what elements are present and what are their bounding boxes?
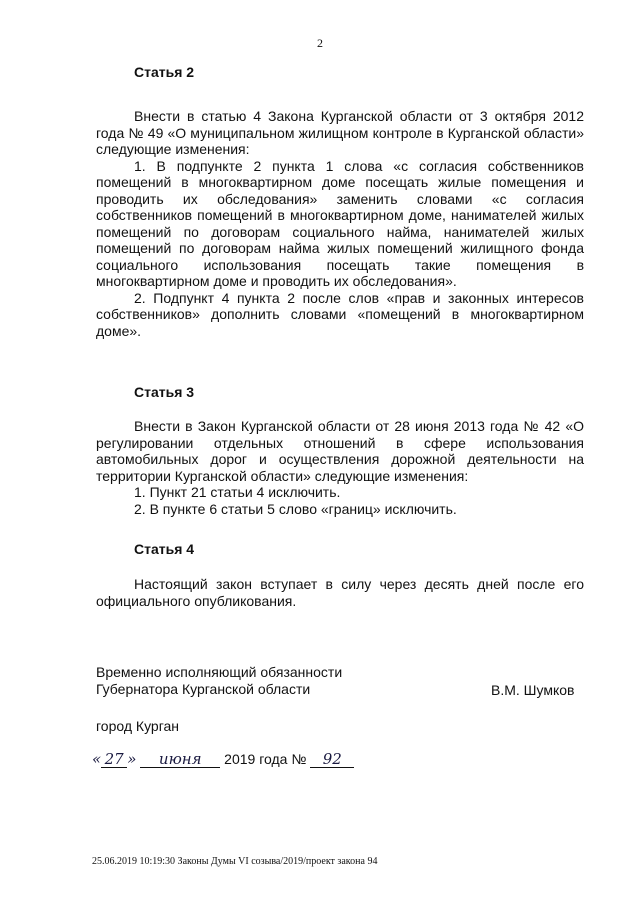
article-2-item-2: 2. Подпункт 4 пункта 2 после слов «прав и законных интересов собственников» дополнить словами «помещений в многоквартирном доме». (96, 289, 584, 339)
date-close-quote: » (127, 750, 137, 768)
article-4-text: Настоящий закон вступает в силу через десять дней после его официального опубликования. (96, 576, 584, 609)
article-2-intro: Внести в статью 4 Закона Курганской области от 3 октября 2012 года № 49 «О муниципальном жилищном контроле в Курганской области» следующие изменения: (96, 108, 584, 157)
article-2-item-1: 1. В подпункте 2 пункта 1 слова «с согласия собственников помещений в многоквартирном доме посещать жилые помещения и проводить их обследования» заменить словами «с согласия собственников помещений в многоквартирном доме, нанимателей жилых помещений по договорам социального найма, нанимателей жилых помещений по договорам найма жилых помещений жилищного фонда социального использования посещать такие помещения в многоквартирном доме и проводить их обследования». (96, 157, 584, 289)
article-2-heading: Статья 2 (134, 64, 195, 80)
date-open-quote: « (92, 750, 102, 768)
signatory-name: В.М. Шумков (491, 682, 575, 698)
signatory-title-line-1: Временно исполняющий обязанности (96, 664, 343, 680)
article-2-body (96, 108, 584, 339)
law-number: 92 (310, 751, 354, 768)
city-label: город Курган (96, 718, 180, 734)
article-3-item-1: 1. Пункт 21 статьи 4 исключить. (134, 484, 341, 500)
date-line (92, 750, 354, 768)
article-3-heading: Статья 3 (134, 384, 195, 400)
signatory-title (96, 664, 342, 698)
article-3-intro: Внести в Закон Курганской области от 28 июня 2013 года № 42 «О регулировании отдельных отношений в сфере использования автомобильных дорог и осуществления дорожной деятельности на территории Курганской области» следующие изменения: (96, 418, 584, 484)
date-year-text: 2019 года № (224, 751, 307, 767)
date-month: июня (140, 751, 220, 768)
article-4-body (96, 576, 584, 609)
article-3-item-2: 2. В пункте 6 статьи 5 слово «границ» исключить. (134, 500, 457, 517)
signatory-title-line-2: Губернатора Курганской области (96, 681, 311, 697)
footer-stamp: 25.06.2019 10:19:30 Законы Думы VI созыва/2019/проект закона 94 (92, 856, 378, 867)
article-4-heading: Статья 4 (134, 541, 195, 557)
page-number: 2 (317, 36, 323, 50)
date-day: 27 (101, 751, 127, 768)
article-3-body (96, 418, 584, 517)
